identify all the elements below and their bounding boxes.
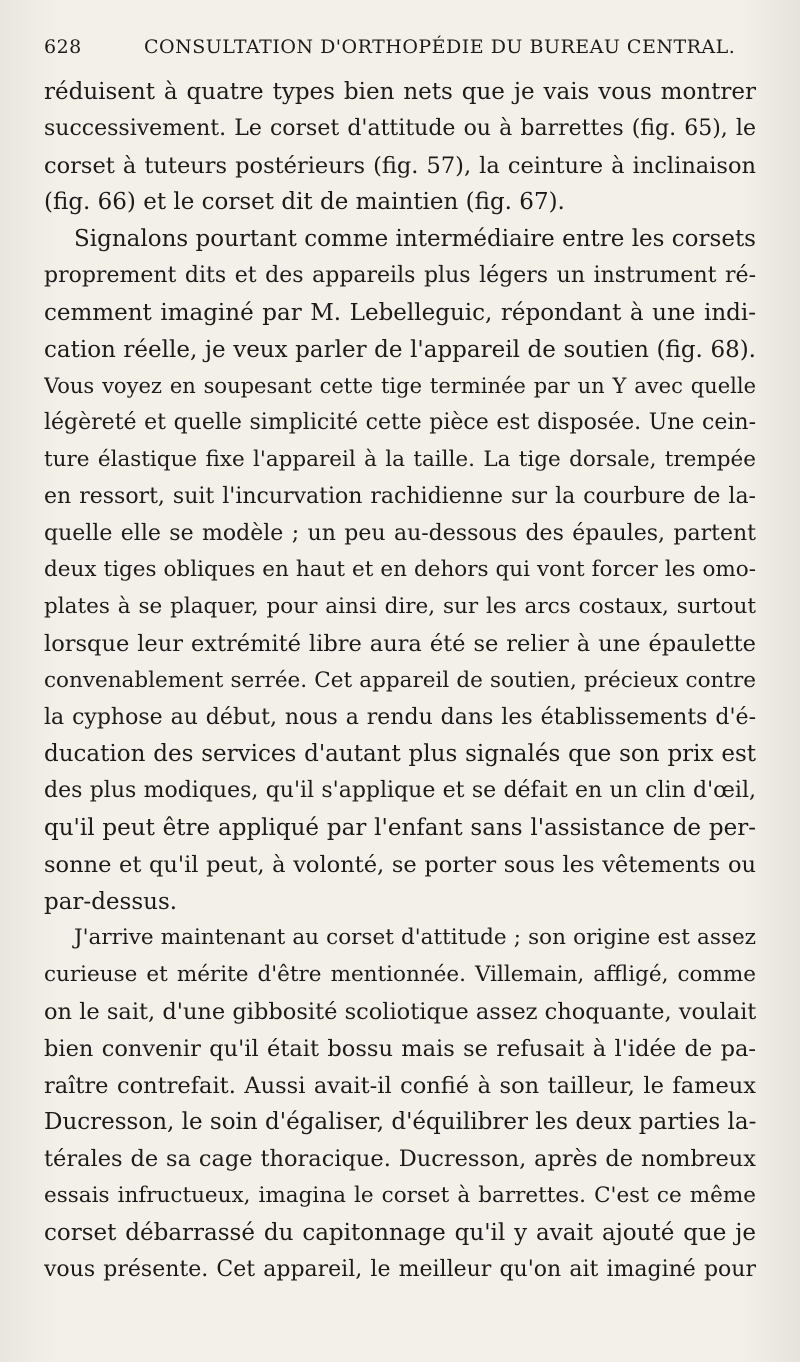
text-line: on le sait, d'une gibbosité scoliotique assez choquante, voulait	[44, 998, 756, 1025]
text-line: légèreté et quelle simplicité cette pièce est disposée. Une cein-	[44, 410, 756, 436]
text-line: plates à se plaquer, pour ainsi dire, sur les arcs costaux, surtout	[44, 594, 756, 620]
text-line: la cyphose au début, nous a rendu dans les établissements d'é-	[44, 704, 756, 730]
text-line: bien convenir qu'il était bossu mais se refusait à l'idée de pa-	[44, 1035, 756, 1062]
text-line: essais infructueux, imagina le corset à barrettes. C'est ce même	[44, 1182, 756, 1208]
text-line: vous présente. Cet appareil, le meilleur qu'on ait imaginé pour	[44, 1256, 756, 1282]
text-line: (fig. 66) et le corset dit de maintien (fig. 67).	[44, 189, 565, 216]
text-line: ducation des services d'autant plus signalés que son prix est	[44, 741, 756, 768]
text-line: corset à tuteurs postérieurs (fig. 57), la ceinture à inclinaison	[44, 152, 756, 179]
body-text	[44, 74, 756, 1288]
text-line: lorsque leur extrémité libre aura été se relier à une épaulette	[44, 630, 756, 657]
text-line: Vous voyez en soupesant cette tige terminée par un Y avec quelle	[44, 374, 756, 399]
text-line: cemment imaginé par M. Lebelleguic, répondant à une indi-	[44, 299, 756, 326]
page-number: 628	[44, 36, 82, 58]
text-line: sonne et qu'il peut, à volonté, se porter sous les vêtements ou	[44, 851, 756, 878]
text-line: proprement dits et des appareils plus légers un instrument ré-	[44, 262, 756, 288]
text-line: en ressort, suit l'incurvation rachidienne sur la courbure de la-	[44, 483, 756, 509]
text-line: convenablement serrée. Cet appareil de soutien, précieux contre	[44, 667, 756, 693]
text-line: térales de sa cage thoracique. Ducresson, après de nombreux	[44, 1146, 756, 1173]
text-line: cation réelle, je veux parler de l'appareil de soutien (fig. 68).	[44, 336, 756, 363]
text-line: ture élastique fixe l'appareil à la taille. La tige dorsale, trempée	[44, 446, 756, 472]
text-line: Ducresson, le soin d'égaliser, d'équilibrer les deux parties la-	[44, 1109, 756, 1136]
text-line: J'arrive maintenant au corset d'attitude ; son origine est assez	[74, 925, 756, 951]
text-line: réduisent à quatre types bien nets que je vais vous montrer	[44, 79, 756, 105]
text-line: Signalons pourtant comme intermédiaire entre les corsets	[74, 226, 756, 253]
text-line: des plus modiques, qu'il s'applique et se défait en un clin d'œil,	[44, 778, 756, 804]
page-header	[44, 36, 760, 66]
text-line: corset débarrassé du capitonnage qu'il y avait ajouté que je	[44, 1219, 756, 1246]
running-title: CONSULTATION D'ORTHOPÉDIE DU BUREAU CENTRAL.	[144, 36, 736, 58]
text-line: qu'il peut être appliqué par l'enfant sans l'assistance de per-	[44, 814, 756, 841]
text-line: quelle elle se modèle ; un peu au-dessous des épaules, partent	[44, 520, 756, 546]
text-line: par-dessus.	[44, 888, 178, 915]
text-line: raître contrefait. Aussi avait-il confié à son tailleur, le fameux	[44, 1072, 756, 1099]
text-line: curieuse et mérite d'être mentionnée. Villemain, affligé, comme	[44, 962, 756, 988]
text-line: successivement. Le corset d'attitude ou à barrettes (fig. 65), le	[44, 115, 756, 141]
text-line: deux tiges obliques en haut et en dehors qui vont forcer les omo-	[44, 557, 756, 583]
